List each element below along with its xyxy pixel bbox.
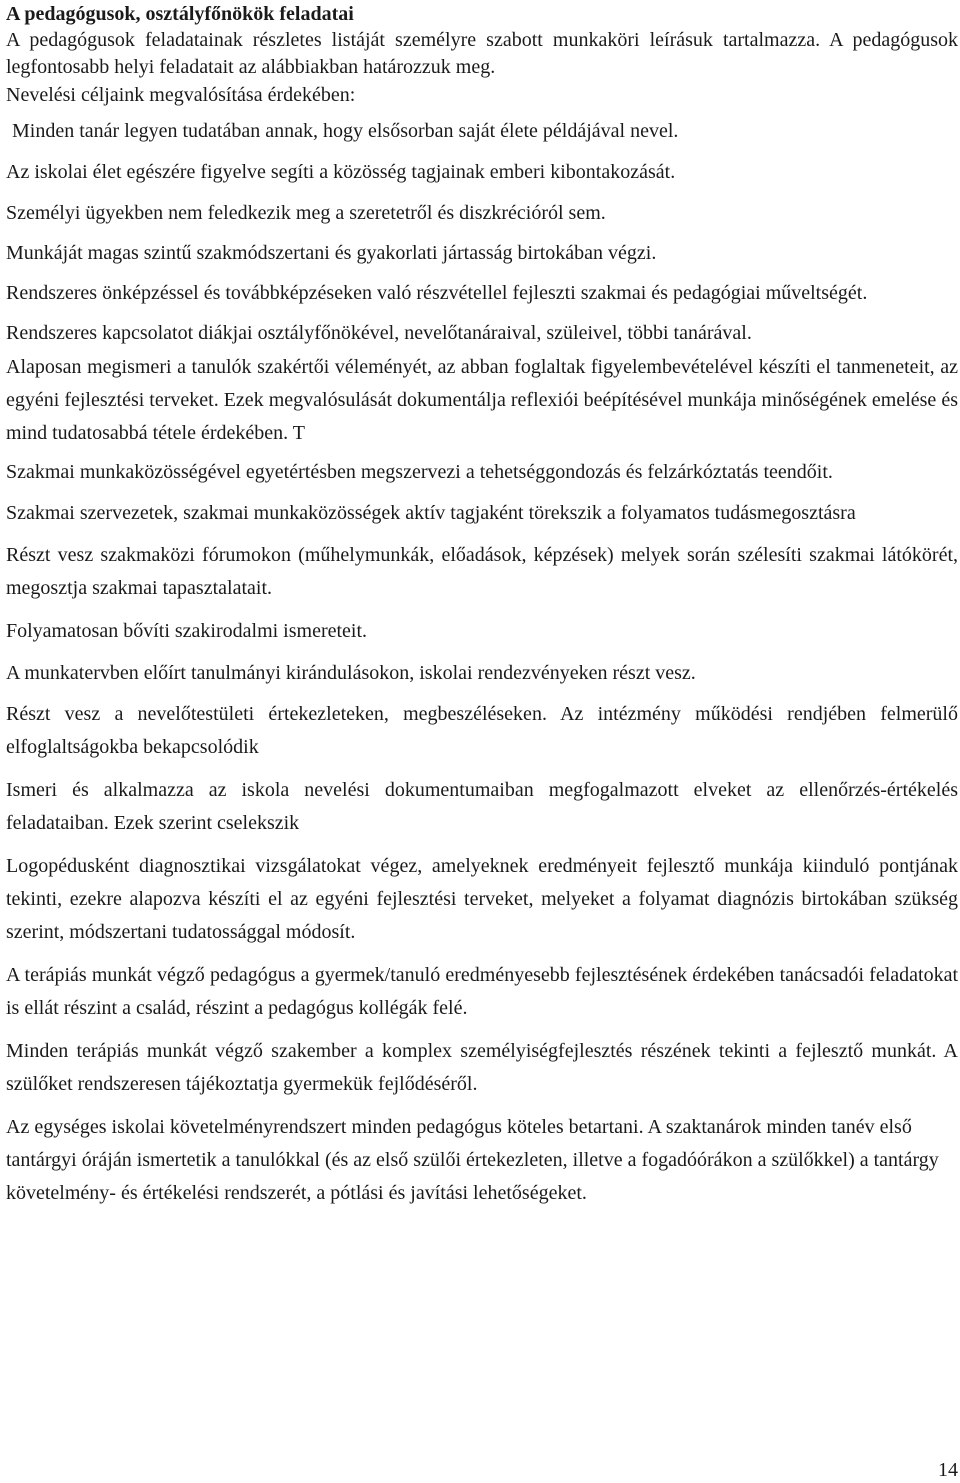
paragraph-13: Részt vesz a nevelőtestületi értekezleteken, megbeszéléseken. Az intézmény működési rendjében felmerülő elfoglaltságokba bekapcsolódik xyxy=(6,703,958,758)
intro-paragraph: A pedagógusok feladatainak részletes listáját személyre szabott munkaköri leírásuk tartalmazza. A pedagógusok legfontosabb helyi feladatait az alábbiakban határozzuk meg. xyxy=(6,29,958,78)
document-page xyxy=(6,0,958,1210)
paragraph-18: Az egységes iskolai követelményrendszert minden pedagógus köteles betartani. A szaktanárok minden tanév első tantárgyi óráján ismertetik a tanulókkal (és az első szülői értekezleten, illetve a fogadóórákon a szülőkkel) a tantárgy követelmény- és értékelési rendszerét, a pótlási és javítási lehetőségeket. xyxy=(6,1116,939,1204)
page-number: 14 xyxy=(938,1459,958,1481)
paragraph-7: Alaposan megismeri a tanulók szakértői véleményét, az abban foglaltak figyelembevételével készíti el tanmeneteit, az egyéni fejlesztési terveket. Ezek megvalósulását dokumentálja reflexiói beépítésével munkája minőségének emelése és mind tudatosabbá tétele érdekében. T xyxy=(6,356,958,444)
paragraph-11: Folyamatosan bővíti szakirodalmi ismereteit. xyxy=(6,620,368,642)
paragraph-3: Személyi ügyekben nem feledkezik meg a szeretetről és diszkrécióról sem. xyxy=(6,202,606,224)
paragraph-4: Munkáját magas szintű szakmódszertani és gyakorlati jártasság birtokában végzi. xyxy=(6,242,657,264)
paragraph-9: Szakmai szervezetek, szakmai munkaközösségek aktív tagjaként törekszik a folyamatos tudásmegosztásra xyxy=(6,502,856,524)
paragraph-1: Minden tanár legyen tudatában annak, hogy elsősorban saját élete példájával nevel. xyxy=(12,120,679,142)
paragraph-8: Szakmai munkaközösségével egyetértésben megszervezi a tehetséggondozás és felzárkóztatás teendőit. xyxy=(6,461,833,483)
paragraph-15: Logopédusként diagnosztikai vizsgálatokat végez, amelyeknek eredményeit fejlesztő munkája kiinduló pontjának tekinti, ezekre alapozva készíti el az egyéni fejlesztési terveket, melyeket a folyamat diagnózis birtokában szükség szerint, módszertani tudatossággal módosít. xyxy=(6,855,958,943)
paragraph-17: Minden terápiás munkát végző szakember a komplex személyiségfejlesztés részének tekinti a fejlesztő munkát. A szülőket rendszeresen tájékoztatja gyermekük fejlődéséről. xyxy=(6,1040,958,1095)
document-heading: A pedagógusok, osztályfőnökök feladatai xyxy=(6,3,354,25)
paragraph-5: Rendszeres önképzéssel és továbbképzéseken való részvétellel fejleszti szakmai és pedagógiai műveltségét. xyxy=(6,282,868,304)
paragraph-6: Rendszeres kapcsolatot diákjai osztályfőnökével, nevelőtanáraival, szüleivel, többi tanárával. xyxy=(6,322,752,344)
lead-line: Nevelési céljaink megvalósítása érdekében: xyxy=(6,84,356,106)
paragraph-2: Az iskolai élet egészére figyelve segíti a közösség tagjainak emberi kibontakozását. xyxy=(6,161,676,183)
paragraph-10: Részt vesz szakmaközi fórumokon (műhelymunkák, előadások, képzések) melyek során szélesíti szakmai látókörét, megosztja szakmai tapasztalatait. xyxy=(6,544,958,599)
paragraph-14: Ismeri és alkalmazza az iskola nevelési dokumentumaiban megfogalmazott elveket az ellenőrzés-értékelés feladataiban. Ezek szerint cselekszik xyxy=(6,779,958,834)
paragraph-16: A terápiás munkát végző pedagógus a gyermek/tanuló eredményesebb fejlesztésének érdekében tanácsadói feladatokat is ellát részint a család, részint a pedagógus kollégák felé. xyxy=(6,964,958,1019)
paragraph-12: A munkatervben előírt tanulmányi kirándulásokon, iskolai rendezvényeken részt vesz. xyxy=(6,662,696,684)
